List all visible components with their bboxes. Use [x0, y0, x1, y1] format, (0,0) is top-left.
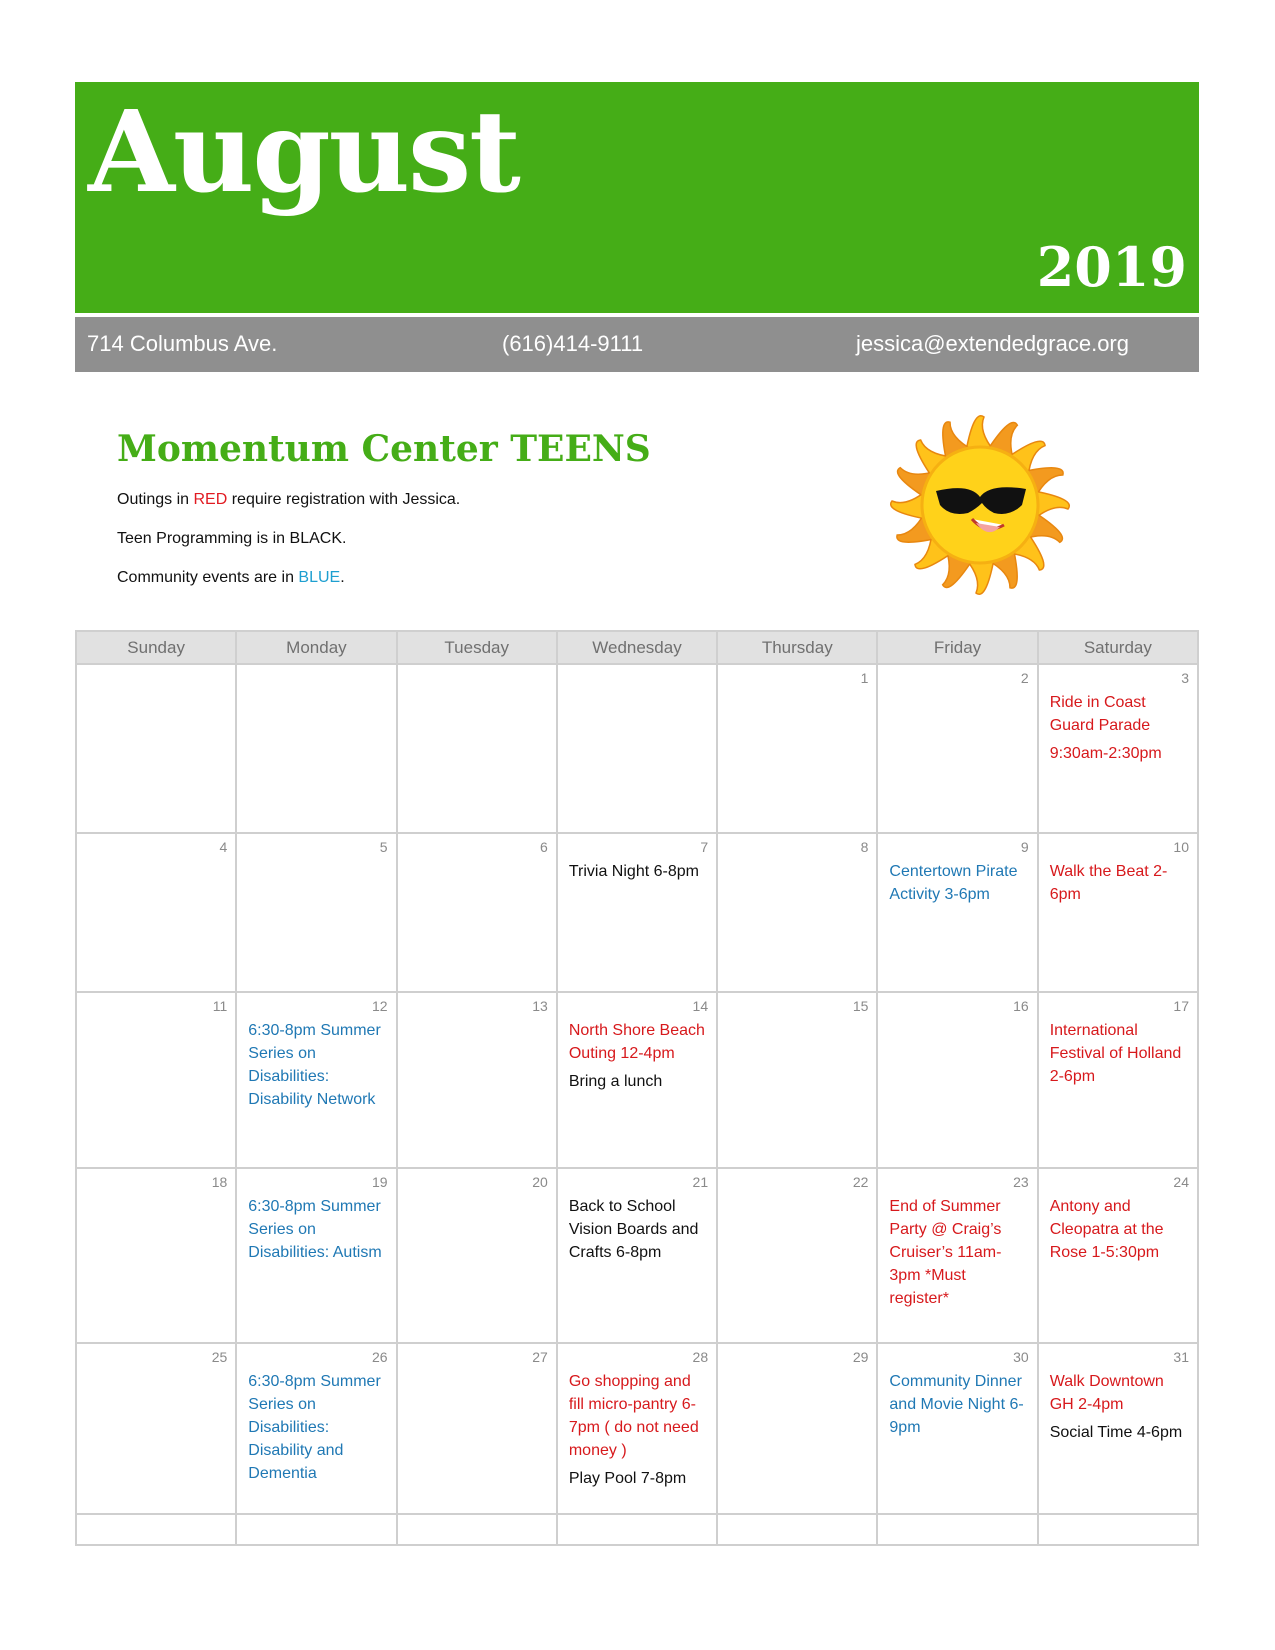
day-cell: [877, 992, 1037, 1168]
weekday-friday: Friday: [877, 631, 1037, 664]
day-cell: [397, 1168, 557, 1343]
day-cell: [877, 664, 1037, 833]
contact-bar: [75, 317, 1199, 372]
day-cell: [76, 1343, 236, 1514]
event-red: Walk Downtown GH 2-4pm: [1049, 1373, 1164, 1413]
day-number: 27: [532, 1349, 548, 1365]
day-cell: [877, 1343, 1037, 1514]
day-number: 25: [211, 1349, 228, 1365]
year-title: 2019: [1036, 235, 1187, 299]
weekday-thursday: Thursday: [717, 631, 877, 664]
day-number: 31: [1173, 1349, 1189, 1365]
contact-email: jessica@extendedgrace.org: [855, 331, 1129, 356]
weekday-saturday: Saturday: [1038, 631, 1198, 664]
event-red: Ride in Coast Guard Parade: [1049, 694, 1151, 734]
legend-red-post: require registration with Jessica.: [227, 491, 461, 508]
day-cell: [557, 1168, 717, 1343]
event-blue: Centertown Pirate Activity 3-6pm: [889, 863, 1018, 903]
day-cell: [76, 992, 236, 1168]
event-blue: 6:30-8pm Summer Series on Disabilities: Autism: [248, 1198, 382, 1261]
legend-red: [117, 491, 460, 509]
day-number: 20: [532, 1174, 548, 1190]
week-row: [76, 833, 1198, 992]
event-red: 9:30am-2:30pm: [1049, 745, 1162, 762]
legend-blue: [117, 569, 345, 587]
day-cell: [557, 1343, 717, 1514]
day-cell: [76, 1514, 236, 1545]
legend-red-pre: Outings in: [117, 491, 194, 508]
day-cell: [236, 664, 396, 833]
week-row: [76, 664, 1198, 833]
event-list: [558, 834, 716, 883]
week-row: [76, 992, 1198, 1168]
day-number: 4: [219, 839, 228, 855]
legend-blue-post: .: [340, 569, 345, 586]
calendar-grid: [75, 630, 1199, 1546]
day-cell: [397, 1343, 557, 1514]
day-cell: [76, 664, 236, 833]
weekday-header-row: [76, 631, 1198, 664]
day-number: 22: [852, 1174, 869, 1190]
sun-with-sunglasses-icon: [878, 405, 1083, 605]
week-row: [76, 1514, 1198, 1545]
event-black: Back to School Vision Boards and Crafts 6-8pm: [568, 1198, 699, 1261]
day-cell: [236, 1343, 396, 1514]
contact-address: 714 Columbus Ave.: [87, 331, 278, 356]
day-cell: [397, 833, 557, 992]
day-number: 19: [371, 1174, 388, 1190]
event-red: International Festival of Holland 2-6pm: [1049, 1022, 1182, 1085]
day-number: 17: [1173, 998, 1189, 1014]
day-number: 10: [1173, 839, 1189, 855]
day-cell: [717, 664, 877, 833]
day-cell: [717, 992, 877, 1168]
day-number: 7: [700, 839, 709, 855]
day-number: 24: [1173, 1174, 1189, 1190]
day-cell: [557, 664, 717, 833]
day-cell: [557, 992, 717, 1168]
day-number: 14: [692, 998, 709, 1014]
day-cell: [76, 833, 236, 992]
event-list: [558, 1344, 716, 1490]
day-cell: [76, 1168, 236, 1343]
day-cell: [236, 1514, 396, 1545]
event-red: Go shopping and fill micro-pantry 6-7pm ( do not need money ): [568, 1373, 699, 1459]
day-number: 3: [1181, 670, 1189, 686]
day-number: 29: [852, 1349, 869, 1365]
weekday-sunday: Sunday: [76, 631, 236, 664]
day-cell: [1038, 992, 1198, 1168]
day-cell: [397, 992, 557, 1168]
day-number: 1: [860, 670, 869, 686]
event-black: Bring a lunch: [568, 1073, 663, 1090]
day-cell: [877, 833, 1037, 992]
day-cell: [236, 1168, 396, 1343]
day-number: 28: [692, 1349, 709, 1365]
day-cell: [1038, 833, 1198, 992]
day-number: 12: [371, 998, 388, 1014]
legend-blue-word: BLUE: [298, 569, 341, 586]
contact-phone: (616)414-9111: [502, 331, 644, 356]
day-cell: [717, 1168, 877, 1343]
day-number: 13: [532, 998, 548, 1014]
day-number: 26: [371, 1349, 388, 1365]
legend-red-word: RED: [193, 491, 228, 508]
calendar-body: [76, 664, 1198, 1545]
weekday-tuesday: Tuesday: [397, 631, 557, 664]
weekday-wednesday: Wednesday: [557, 631, 717, 664]
program-title: Momentum Center TEENS: [117, 428, 651, 470]
day-number: 23: [1013, 1174, 1029, 1190]
day-cell: [877, 1514, 1037, 1545]
day-number: 6: [540, 839, 548, 855]
event-list: [878, 1169, 1036, 1310]
day-number: 18: [211, 1174, 228, 1190]
event-black: Trivia Night 6-8pm: [568, 863, 699, 880]
day-cell: [1038, 1343, 1198, 1514]
month-title: August: [88, 87, 519, 218]
event-blue: Community Dinner and Movie Night 6-9pm: [889, 1373, 1024, 1436]
day-cell: [397, 664, 557, 833]
event-red: Walk the Beat 2-6pm: [1049, 863, 1168, 903]
day-cell: [557, 833, 717, 992]
day-cell: [397, 1514, 557, 1545]
event-list: [237, 1344, 395, 1485]
day-cell: [1038, 664, 1198, 833]
day-number: 30: [1013, 1349, 1029, 1365]
day-cell: [717, 1343, 877, 1514]
day-number: 2: [1020, 670, 1029, 686]
day-cell: [1038, 1168, 1198, 1343]
day-cell: [1038, 1514, 1198, 1545]
legend-blue-pre: Community events are in: [117, 569, 299, 586]
event-blue: 6:30-8pm Summer Series on Disabilities: Disability and Dementia: [248, 1373, 381, 1482]
day-number: 16: [1013, 998, 1029, 1014]
day-number: 9: [1020, 839, 1029, 855]
day-number: 21: [692, 1174, 709, 1190]
day-number: 11: [212, 998, 228, 1014]
event-blue: 6:30-8pm Summer Series on Disabilities: Disability Network: [248, 1022, 381, 1108]
day-cell: [717, 833, 877, 992]
event-list: [878, 834, 1036, 906]
month-header: [75, 82, 1199, 313]
event-red: End of Summer Party @ Craig’s Cruiser’s 11am-3pm *Must register*: [889, 1198, 1002, 1307]
day-cell: [236, 992, 396, 1168]
weekday-monday: Monday: [236, 631, 396, 664]
day-cell: [877, 1168, 1037, 1343]
day-number: 15: [852, 998, 869, 1014]
day-number: 8: [860, 839, 869, 855]
week-row: [76, 1168, 1198, 1343]
event-red: Antony and Cleopatra at the Rose 1-5:30pm: [1049, 1198, 1164, 1261]
week-row: [76, 1343, 1198, 1514]
event-red: North Shore Beach Outing 12-4pm: [568, 1022, 705, 1062]
day-number: 5: [379, 839, 388, 855]
event-list: [1039, 665, 1197, 765]
day-cell: [717, 1514, 877, 1545]
day-cell: [557, 1514, 717, 1545]
event-black: Social Time 4-6pm: [1049, 1424, 1183, 1441]
event-black: Play Pool 7-8pm: [568, 1470, 687, 1487]
legend-black: Teen Programming is in BLACK.: [117, 530, 347, 547]
day-cell: [236, 833, 396, 992]
